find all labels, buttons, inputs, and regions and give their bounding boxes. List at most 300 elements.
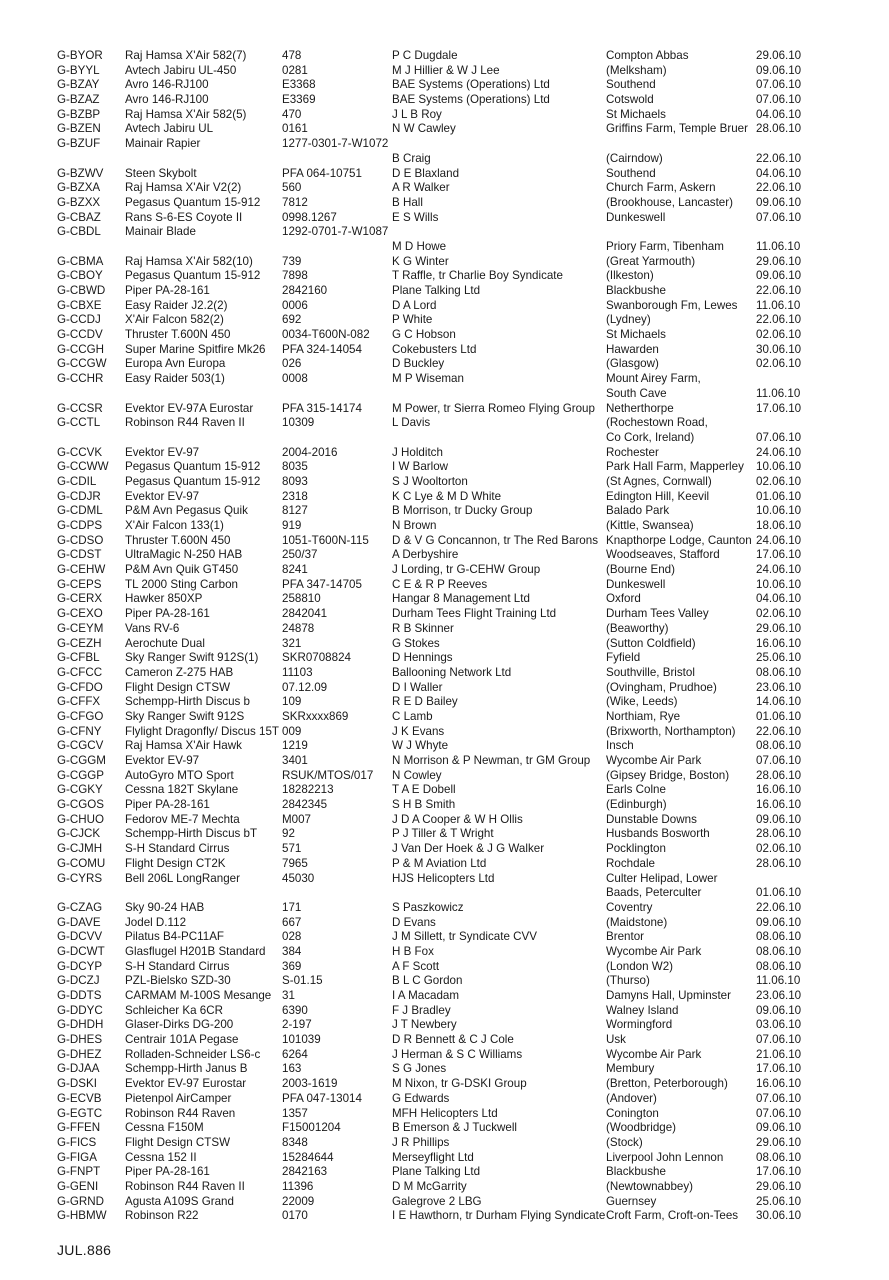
registration-cell: G-DCYP: [57, 959, 103, 973]
serial-number-cell: 667: [282, 915, 302, 929]
location-cell: Membury: [606, 1062, 655, 1076]
date-cell: 09.06.10: [756, 1003, 802, 1017]
aircraft-type-cell: Evektor EV-97 Eurostar: [125, 1077, 247, 1091]
serial-number-cell: 250/37: [282, 548, 318, 562]
table-row: [57, 1092, 817, 1107]
date-cell: 03.06.10: [756, 1018, 802, 1032]
aircraft-type-cell: Raj Hamsa X'Air 582(7): [125, 49, 247, 62]
aircraft-type-cell: Raj Hamsa X'Air Hawk: [125, 739, 242, 753]
date-cell: 28.06.10: [756, 827, 802, 841]
location-cell: Dunkeswell: [606, 210, 666, 224]
date-cell: 09.06.10: [756, 63, 802, 77]
aircraft-type-cell: Evektor EV-97A Eurostar: [125, 401, 254, 415]
registration-cell: G-FFEN: [57, 1121, 101, 1135]
registration-cell: G-CFGO: [57, 709, 104, 723]
date-cell: 02.06.10: [756, 474, 802, 488]
table-row: [57, 592, 817, 607]
registration-cell: G-CCWW: [57, 460, 109, 474]
serial-number-cell: 7812: [282, 195, 308, 209]
date-cell: 22.06.10: [756, 151, 802, 165]
owner-cell: B Hall: [392, 195, 423, 209]
owner-cell: J Lording, tr G-CEHW Group: [392, 563, 541, 577]
serial-number-cell: 07.12.09: [282, 680, 328, 694]
table-row: [57, 1195, 817, 1210]
serial-number-cell: 1357: [282, 1106, 308, 1120]
registration-cell: G-BZEN: [57, 122, 101, 136]
aircraft-type-cell: P&M Avn Pegasus Quik: [125, 504, 248, 518]
location-cell: Blackbushe: [606, 1165, 666, 1179]
date-cell: 23.06.10: [756, 989, 802, 1002]
owner-cell: Galegrove 2 LBG: [392, 1194, 482, 1208]
owner-cell: Durham Tees Flight Training Ltd: [392, 607, 557, 621]
table-row: [57, 64, 817, 79]
aircraft-type-cell: CARMAM M-100S Mesange: [125, 989, 272, 1002]
serial-number-cell: 384: [282, 944, 302, 958]
aircraft-type-cell: Flight Design CTSW: [125, 1135, 231, 1149]
owner-cell: R E D Bailey: [392, 695, 458, 709]
owner-cell: F J Bradley: [392, 1003, 451, 1017]
registration-cell: G-BZXA: [57, 181, 101, 195]
date-cell: 02.06.10: [756, 357, 802, 371]
location-cell: Guernsey: [606, 1194, 657, 1208]
owner-cell: G Stokes: [392, 636, 440, 650]
registration-cell: G-BZWV: [57, 166, 104, 180]
aircraft-type-cell: Aerochute Dual: [125, 636, 205, 650]
location-cell: Woodseaves, Stafford: [606, 548, 720, 562]
aircraft-type-cell: Raj Hamsa X'Air V2(2): [125, 181, 242, 195]
location-cell: Hawarden: [606, 342, 659, 356]
location-cell: (Kittle, Swansea): [606, 519, 694, 532]
date-cell: 24.06.10: [756, 563, 802, 577]
owner-cell: A Derbyshire: [392, 548, 459, 562]
aircraft-type-cell: Thruster T.600N 450: [125, 533, 231, 547]
location-cell: (Brixworth, Northampton): [606, 724, 736, 738]
registration-cell: G-CDSO: [57, 533, 104, 547]
serial-number-cell: 692: [282, 313, 302, 327]
table-row: [57, 387, 817, 402]
date-cell: 10.06.10: [756, 577, 802, 591]
table-row: [57, 181, 817, 196]
table-row: [57, 769, 817, 784]
location-cell: Culter Helipad, Lower: [606, 871, 718, 885]
table-row: [57, 1151, 817, 1166]
serial-number-cell: 8093: [282, 474, 308, 488]
location-cell: St Michaels: [606, 328, 666, 342]
serial-number-cell: 24878: [282, 621, 315, 635]
table-row: [57, 930, 817, 945]
table-row: [57, 945, 817, 960]
aircraft-type-cell: X'Air Falcon 582(2): [125, 313, 224, 327]
date-cell: 07.06.10: [756, 1091, 802, 1105]
registration-cell: G-CFCC: [57, 665, 103, 679]
date-cell: 28.06.10: [756, 856, 802, 870]
table-row: [57, 1107, 817, 1122]
aircraft-type-cell: Evektor EV-97: [125, 489, 200, 503]
date-cell: 30.06.10: [756, 342, 802, 356]
location-cell: Church Farm, Askern: [606, 181, 716, 195]
aircraft-type-cell: Avtech Jabiru UL-450: [125, 63, 237, 77]
table-row: [57, 1004, 817, 1019]
table-row: [57, 108, 817, 123]
table-row: [57, 402, 817, 417]
table-row: [57, 519, 817, 534]
location-cell: Southend: [606, 166, 656, 180]
aircraft-type-cell: Piper PA-28-161: [125, 284, 210, 297]
serial-number-cell: 15284644: [282, 1150, 334, 1164]
registration-cell: G-CGOS: [57, 798, 105, 812]
serial-number-cell: E3369: [282, 93, 316, 107]
registration-cell: G-CEXO: [57, 607, 103, 621]
aircraft-type-cell: Europa Avn Europa: [125, 357, 226, 371]
table-row: [57, 989, 817, 1004]
date-cell: 09.06.10: [756, 1121, 802, 1135]
owner-cell: E S Wills: [392, 210, 439, 224]
date-cell: 07.06.10: [756, 210, 802, 224]
serial-number-cell: 2-197: [282, 1018, 312, 1032]
date-cell: 01.06.10: [756, 886, 802, 900]
aircraft-type-cell: Raj Hamsa X'Air 582(5): [125, 107, 247, 121]
registration-cell: G-BZUF: [57, 137, 101, 151]
date-cell: 11.06.10: [756, 239, 801, 253]
owner-cell: M J Hillier & W J Lee: [392, 63, 500, 77]
registration-cell: G-CCGW: [57, 357, 107, 371]
registration-cell: G-BZAY: [57, 78, 100, 92]
owner-cell: J L B Roy: [392, 107, 442, 121]
aircraft-type-cell: Mainair Blade: [125, 225, 196, 239]
table-row: [57, 225, 817, 240]
registration-cell: G-FIGA: [57, 1150, 97, 1164]
location-cell: (Bourne End): [606, 563, 675, 577]
table-row: [57, 460, 817, 475]
location-cell: (Newtownabbey): [606, 1179, 693, 1193]
date-cell: 08.06.10: [756, 930, 802, 944]
table-row: [57, 813, 817, 828]
table-row: [57, 739, 817, 754]
date-cell: 21.06.10: [756, 1047, 802, 1061]
location-cell: Netherthorpe: [606, 401, 674, 415]
owner-cell: K C Lye & M D White: [392, 489, 502, 503]
location-cell: Balado Park: [606, 504, 670, 518]
registration-cell: G-CCDV: [57, 328, 103, 342]
registration-cell: G-CFFX: [57, 695, 101, 709]
aircraft-type-cell: Raj Hamsa X'Air 582(10): [125, 254, 253, 268]
table-row: [57, 974, 817, 989]
aircraft-type-cell: Easy Raider 503(1): [125, 372, 225, 386]
serial-number-cell: 028: [282, 930, 302, 944]
aircraft-type-cell: S-H Standard Cirrus: [125, 842, 230, 856]
aircraft-type-cell: Cessna 152 II: [125, 1150, 197, 1164]
serial-number-cell: 2842160: [282, 284, 328, 297]
serial-number-cell: 1292-0701-7-W1087: [282, 225, 389, 239]
table-row: [57, 343, 817, 358]
serial-number-cell: M007: [282, 812, 312, 826]
registration-cell: G-CERX: [57, 592, 103, 606]
registration-cell: G-CEZH: [57, 636, 102, 650]
serial-number-cell: 1051-T600N-115: [282, 533, 369, 547]
owner-cell: Ballooning Network Ltd: [392, 665, 512, 679]
aircraft-type-cell: Schempp-Hirth Janus B: [125, 1062, 248, 1076]
aircraft-type-cell: Avro 146-RJ100: [125, 78, 209, 92]
serial-number-cell: 2004-2016: [282, 445, 338, 459]
serial-number-cell: 009: [282, 724, 302, 738]
owner-cell: J D A Cooper & W H Ollis: [392, 812, 523, 826]
registration-cell: G-CZAG: [57, 900, 103, 914]
aircraft-type-cell: Pegasus Quantum 15-912: [125, 269, 261, 283]
owner-cell: D & V G Concannon, tr The Red Barons: [392, 533, 599, 547]
date-cell: 02.06.10: [756, 842, 802, 856]
date-cell: 09.06.10: [756, 195, 802, 209]
aircraft-type-cell: Mainair Rapier: [125, 137, 201, 151]
registration-cell: G-GRND: [57, 1194, 105, 1208]
date-cell: 07.06.10: [756, 754, 802, 767]
date-cell: 04.06.10: [756, 107, 802, 121]
table-row: [57, 372, 817, 387]
table-row: [57, 578, 817, 593]
location-cell: Mount Airey Farm,: [606, 372, 701, 386]
serial-number-cell: 0281: [282, 63, 308, 77]
serial-number-cell: 258810: [282, 592, 321, 606]
registration-cell: G-CEHW: [57, 563, 106, 577]
aircraft-type-cell: Glasflugel H201B Standard: [125, 944, 266, 958]
table-row: [57, 431, 817, 446]
location-cell: (Glasgow): [606, 357, 659, 371]
table-row: [57, 313, 817, 328]
serial-number-cell: 8127: [282, 504, 308, 518]
date-cell: 25.06.10: [756, 1194, 802, 1208]
serial-number-cell: 22009: [282, 1194, 315, 1208]
location-cell: (Woodbridge): [606, 1121, 677, 1135]
registration-cell: G-CGCV: [57, 739, 104, 753]
owner-cell: J M Sillett, tr Syndicate CVV: [392, 930, 537, 944]
owner-cell: B Craig: [392, 151, 431, 165]
aircraft-type-cell: Agusta A109S Grand: [125, 1194, 234, 1208]
serial-number-cell: 2842163: [282, 1165, 328, 1179]
aircraft-type-cell: Cessna 182T Skylane: [125, 783, 239, 797]
date-cell: 10.06.10: [756, 460, 802, 474]
date-cell: 14.06.10: [756, 695, 802, 709]
owner-cell: BAE Systems (Operations) Ltd: [392, 78, 550, 92]
registration-cell: G-DCVV: [57, 930, 103, 944]
serial-number-cell: 171: [282, 900, 302, 914]
date-cell: 28.06.10: [756, 768, 802, 782]
serial-number-cell: 2318: [282, 489, 308, 503]
location-cell: Griffins Farm, Temple Bruer: [606, 122, 748, 136]
owner-cell: D E Blaxland: [392, 166, 460, 180]
owner-cell: N Morrison & P Newman, tr GM Group: [392, 754, 591, 767]
date-cell: 16.06.10: [756, 783, 802, 797]
location-cell: (Rochestown Road,: [606, 416, 708, 430]
serial-number-cell: 739: [282, 254, 302, 268]
owner-cell: J T Newbery: [392, 1018, 457, 1032]
owner-cell: BAE Systems (Operations) Ltd: [392, 93, 550, 107]
owner-cell: Plane Talking Ltd: [392, 284, 481, 297]
table-row: [57, 269, 817, 284]
register-table: [57, 49, 817, 1224]
registration-cell: G-ECVB: [57, 1091, 102, 1105]
table-row: [57, 563, 817, 578]
table-row: [57, 842, 817, 857]
location-cell: Durham Tees Valley: [606, 607, 709, 621]
date-cell: 07.06.10: [756, 1106, 802, 1120]
owner-cell: Cokebusters Ltd: [392, 342, 477, 356]
table-row: [57, 1180, 817, 1195]
serial-number-cell: 10309: [282, 416, 315, 430]
registration-cell: G-COMU: [57, 856, 106, 870]
registration-cell: G-CDML: [57, 504, 103, 518]
aircraft-type-cell: UltraMagic N-250 HAB: [125, 548, 243, 562]
owner-cell: I A Macadam: [392, 989, 460, 1002]
serial-number-cell: 3401: [282, 754, 308, 767]
aircraft-type-cell: Jodel D.112: [125, 915, 187, 929]
location-cell: Damyns Hall, Upminster: [606, 989, 731, 1002]
aircraft-type-cell: Pegasus Quantum 15-912: [125, 460, 261, 474]
registration-cell: G-CFDO: [57, 680, 103, 694]
table-row: [57, 152, 817, 167]
date-cell: 24.06.10: [756, 533, 802, 547]
serial-number-cell: 1277-0301-7-W1072: [282, 137, 389, 151]
registration-cell: G-CEYM: [57, 621, 104, 635]
date-cell: 29.06.10: [756, 1135, 802, 1149]
aircraft-type-cell: Rans S-6-ES Coyote II: [125, 210, 243, 224]
owner-cell: G C Hobson: [392, 328, 456, 342]
owner-cell: G Edwards: [392, 1091, 450, 1105]
aircraft-type-cell: Piper PA-28-161: [125, 1165, 210, 1179]
table-row: [57, 504, 817, 519]
location-cell: Swanborough Fm, Lewes: [606, 298, 738, 312]
location-cell: (Cairndow): [606, 151, 663, 165]
date-cell: 08.06.10: [756, 665, 802, 679]
table-row: [57, 1062, 817, 1077]
location-cell: (Stock): [606, 1135, 643, 1149]
serial-number-cell: 0161: [282, 122, 308, 136]
owner-cell: Plane Talking Ltd: [392, 1165, 481, 1179]
serial-number-cell: 369: [282, 959, 302, 973]
date-cell: 30.06.10: [756, 1209, 802, 1223]
registration-cell: G-BYOR: [57, 49, 103, 62]
registration-cell: G-CCSR: [57, 401, 103, 415]
location-cell: Northiam, Rye: [606, 709, 681, 723]
serial-number-cell: SKRxxxx869: [282, 709, 349, 723]
registration-cell: G-DHES: [57, 1033, 103, 1047]
serial-number-cell: 2842041: [282, 607, 328, 621]
location-cell: Earls Colne: [606, 783, 666, 797]
owner-cell: P C Dugdale: [392, 49, 458, 62]
table-row: [57, 798, 817, 813]
serial-number-cell: 101039: [282, 1033, 321, 1047]
registration-cell: G-BZAZ: [57, 93, 100, 107]
location-cell: Pocklington: [606, 842, 666, 856]
registration-cell: G-CFBL: [57, 651, 100, 665]
table-row: [57, 299, 817, 314]
location-cell: (Sutton Coldfield): [606, 636, 696, 650]
table-row: [57, 681, 817, 696]
owner-cell: D M McGarrity: [392, 1179, 467, 1193]
aircraft-type-cell: Schempp-Hirth Discus bT: [125, 827, 258, 841]
aircraft-type-cell: Flight Design CTSW: [125, 680, 231, 694]
aircraft-type-cell: Sky Ranger Swift 912S: [125, 709, 245, 723]
aircraft-type-cell: Sky 90-24 HAB: [125, 900, 205, 914]
date-cell: 02.06.10: [756, 607, 802, 621]
aircraft-type-cell: Cameron Z-275 HAB: [125, 665, 234, 679]
location-cell: Wycombe Air Park: [606, 1047, 702, 1061]
date-cell: 24.06.10: [756, 445, 802, 459]
date-cell: 11.06.10: [756, 974, 801, 988]
serial-number-cell: 0006: [282, 298, 308, 312]
date-cell: 01.06.10: [756, 709, 802, 723]
serial-number-cell: 92: [282, 827, 295, 841]
owner-cell: Hangar 8 Management Ltd: [392, 592, 530, 606]
registration-cell: G-CBXE: [57, 298, 102, 312]
date-cell: 22.06.10: [756, 181, 802, 195]
aircraft-type-cell: Evektor EV-97: [125, 754, 200, 767]
location-cell: Compton Abbas: [606, 49, 689, 62]
location-cell: Usk: [606, 1033, 626, 1047]
serial-number-cell: 7965: [282, 856, 308, 870]
date-cell: 17.06.10: [756, 548, 802, 562]
table-row: [57, 255, 817, 270]
owner-cell: P & M Aviation Ltd: [392, 856, 487, 870]
location-cell: Co Cork, Ireland): [606, 430, 695, 444]
serial-number-cell: 11103: [282, 665, 313, 679]
aircraft-type-cell: Easy Raider J2.2(2): [125, 298, 228, 312]
location-cell: Wycombe Air Park: [606, 754, 702, 767]
table-row: [57, 1121, 817, 1136]
date-cell: 17.06.10: [756, 1165, 802, 1179]
registration-cell: G-DHEZ: [57, 1047, 102, 1061]
serial-number-cell: 8348: [282, 1135, 308, 1149]
owner-cell: K G Winter: [392, 254, 449, 268]
location-cell: (Great Yarmouth): [606, 254, 696, 268]
registration-cell: G-CHUO: [57, 812, 105, 826]
location-cell: St Michaels: [606, 107, 666, 121]
serial-number-cell: F15001204: [282, 1121, 341, 1135]
table-row: [57, 1033, 817, 1048]
date-cell: 01.06.10: [756, 489, 802, 503]
registration-cell: G-DDTS: [57, 989, 102, 1002]
owner-cell: S G Jones: [392, 1062, 447, 1076]
aircraft-type-cell: Evektor EV-97: [125, 445, 200, 459]
table-row: [57, 446, 817, 461]
owner-cell: D A Lord: [392, 298, 437, 312]
owner-cell: B Emerson & J Tuckwell: [392, 1121, 517, 1135]
date-cell: 04.06.10: [756, 166, 802, 180]
date-cell: 29.06.10: [756, 621, 802, 635]
aircraft-type-cell: Fedorov ME-7 Mechta: [125, 812, 240, 826]
aircraft-type-cell: Thruster T.600N 450: [125, 328, 231, 342]
owner-cell: B Morrison, tr Ducky Group: [392, 504, 533, 518]
serial-number-cell: 8241: [282, 563, 308, 577]
registration-cell: G-DAVE: [57, 915, 101, 929]
serial-number-cell: 919: [282, 519, 302, 532]
date-cell: 17.06.10: [756, 1062, 802, 1076]
serial-number-cell: E3368: [282, 78, 316, 92]
owner-cell: M Nixon, tr G-DSKI Group: [392, 1077, 527, 1091]
registration-cell: G-BZXX: [57, 195, 101, 209]
date-cell: 07.06.10: [756, 430, 802, 444]
date-cell: 08.06.10: [756, 739, 802, 753]
owner-cell: N Cowley: [392, 768, 442, 782]
table-row: [57, 490, 817, 505]
serial-number-cell: 11396: [282, 1179, 314, 1193]
location-cell: (Maidstone): [606, 915, 668, 929]
serial-number-cell: 478: [282, 49, 302, 62]
registration-cell: G-EGTC: [57, 1106, 103, 1120]
registration-cell: G-CDST: [57, 548, 102, 562]
table-row: [57, 475, 817, 490]
location-cell: (London W2): [606, 959, 674, 973]
serial-number-cell: 18282213: [282, 783, 334, 797]
location-cell: Rochdale: [606, 856, 655, 870]
